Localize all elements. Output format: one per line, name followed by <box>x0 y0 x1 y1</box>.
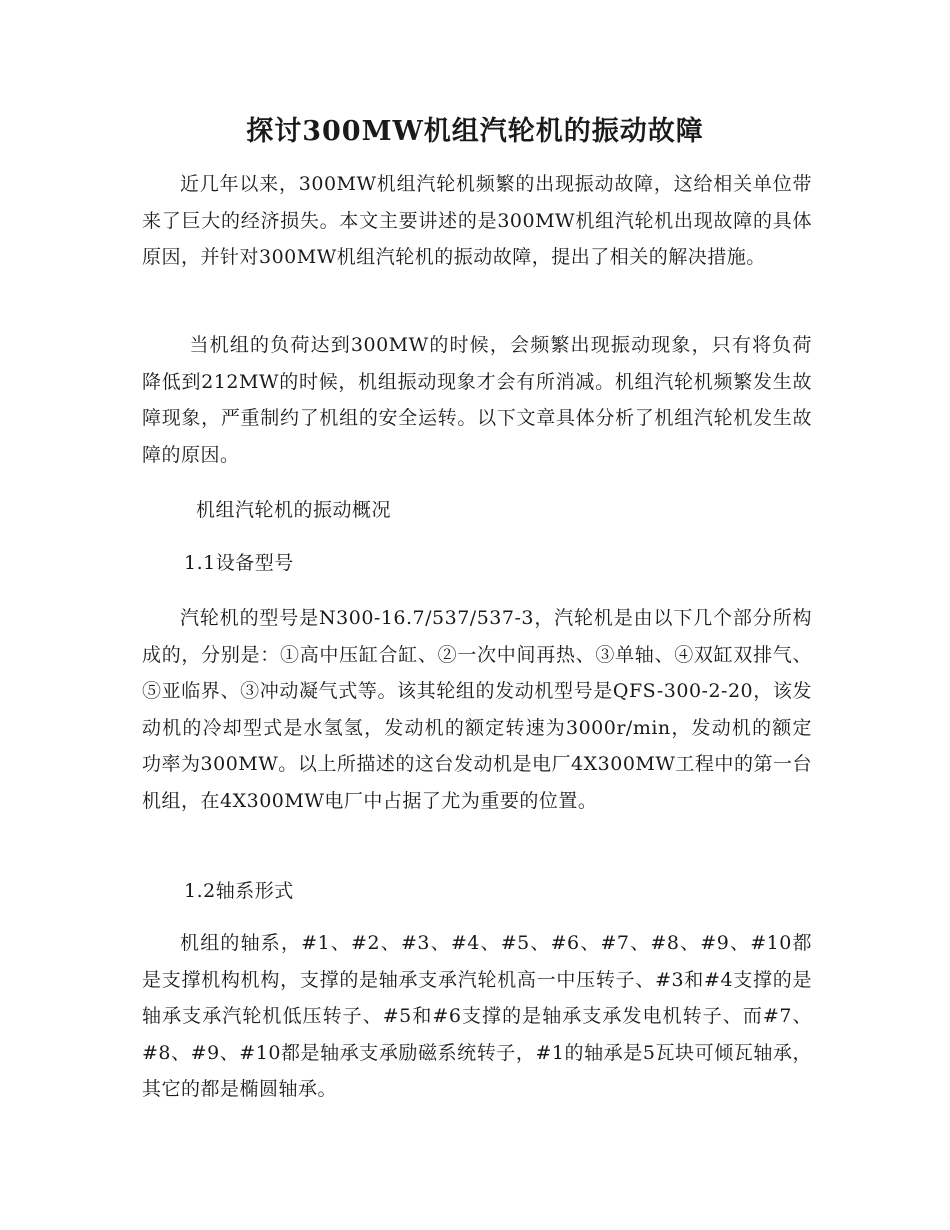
document-title: 探讨300MW机组汽轮机的振动故障 <box>246 116 704 147</box>
section-heading-1-1: 1.1设备型号 <box>184 552 294 574</box>
section-heading-overview: 机组汽轮机的振动概况 <box>196 499 392 521</box>
paragraph-load: 当机组的负荷达到300MW的时候，会频繁出现振动现象，只有将负荷降低到212MW的时候，机组振动现象才会有所消减。机组汽轮机频繁发生故障现象，严重制约了机组的安全运转。以下文章具体分析了机组汽轮机发生故障的原因。 <box>142 334 812 466</box>
paragraph-intro: 近几年以来，300MW机组汽轮机频繁的出现振动故障，这给相关单位带来了巨大的经济损失。本文主要讲述的是300MW机组汽轮机出现故障的具体原因，并针对300MW机组汽轮机的振动故障，提出了相关的解决措施。 <box>142 173 812 268</box>
paragraph-equipment-model: 汽轮机的型号是N300-16.7/537/537-3，汽轮机是由以下几个部分所构成的，分别是：①高中压缸合缸、②一次中间再热、③单轴、④双缸双排气、⑤亚临界、③冲动凝气式等。该其轮组的发动机型号是QFS-300-2-20，该发动机的冷却型式是水氢氢，发动机的额定转速为3000r/min，发动机的额定功率为300MW。以上所描述的这台发动机是电厂4X300MW工程中的第一台机组，在4X300MW电厂中占据了尤为重要的位置。 <box>142 607 812 812</box>
section-heading-1-2: 1.2轴系形式 <box>184 880 294 902</box>
paragraph-shaft-system: 机组的轴系，#1、#2、#3、#4、#5、#6、#7、#8、#9、#10都是支撑机构机构，支撑的是轴承支承汽轮机高一中压转子、#3和#4支撑的是轴承支承汽轮机低压转子、#5和#6支撑的是轴承支承发电机转子、而#7、#8、#9、#10都是轴承支承励磁系统转子，#1的轴承是5瓦块可倾瓦轴承，其它的都是椭圆轴承。 <box>142 932 812 1100</box>
